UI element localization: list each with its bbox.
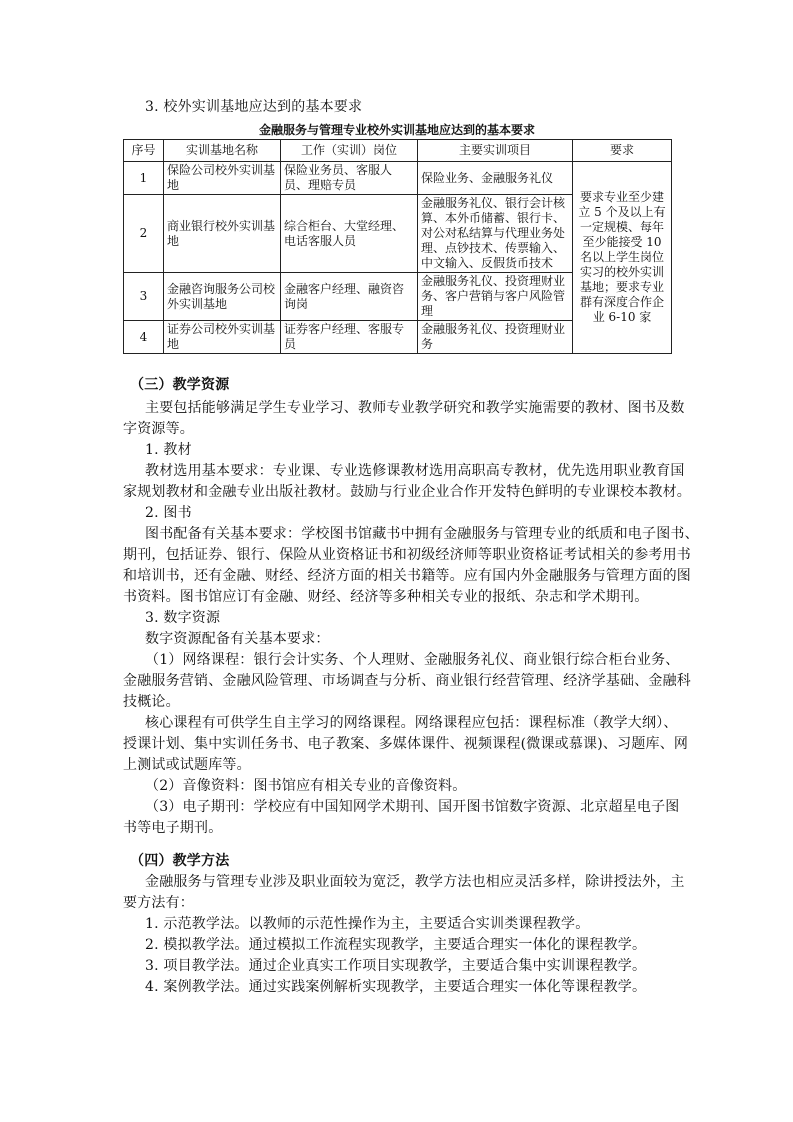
network-line: （1）网络课程：银行会计实务、个人理财、金融服务礼仪、商业银行综合柜台业务、 — [145, 652, 680, 668]
resources-intro-line: 主要包括能够满足学生专业学习、教师专业教学研究和教学实施需要的教材、图书及数 — [145, 400, 685, 416]
row-requirement: 要求专业至少建立 5 个及以上有一定规模、每年至少能接受 10 名以上学生岗位实习的校外实训基地；要求专业群有深度合作企业 6-10 家 — [573, 162, 672, 354]
section-title: 3. 校外实训基地应达到的基本要求 — [145, 99, 363, 115]
header-posts: 工作（实训）岗位 — [281, 140, 418, 162]
textbook-line: 教材选用基本要求：专业课、专业选修课教材选用高职高专教材，优先选用职业教育国 — [145, 463, 685, 479]
row-projects: 金融服务礼仪、投资理财业务、客户营销与客户风险管理 — [418, 273, 573, 321]
core-course-line: 授课计划、集中实训任务书、电子教案、多媒体课件、视频课程(微课或慕课)、习题库、网 — [123, 736, 689, 752]
table-caption: 金融服务与管理专业校外实训基地应达到的基本要求 — [258, 123, 535, 137]
books-line: 和培训书，还有金融、财经、经济方面的相关书籍等。应有国内外金融服务与管理方面的图 — [123, 568, 691, 584]
row-posts: 综合柜台、大堂经理、电话客服人员 — [281, 195, 418, 273]
row-posts: 保险业务员、客服人员、理赔专员 — [281, 162, 418, 195]
books-line: 图书配备有关基本要求：学校图书馆藏书中拥有金融服务与管理专业的纸质和电子图书、 — [145, 526, 699, 542]
network-line: 技概论。 — [123, 694, 180, 710]
header-name: 实训基地名称 — [164, 140, 281, 162]
method-item: 3. 项目教学法。通过企业真实工作项目实现教学，主要适合集中实训课程教学。 — [145, 958, 647, 974]
ejournal-line: 书等电子期刊。 — [123, 820, 223, 836]
row-name: 保险公司校外实训基地 — [164, 162, 281, 195]
row-no: 2 — [124, 195, 164, 273]
textbook-line: 家规划教材和金融专业出版社教材。鼓励与行业企业合作开发特色鲜明的专业课校本教材。 — [123, 484, 691, 500]
table-header-row — [124, 140, 672, 162]
books-line: 书资料。图书馆应订有金融、财经、经济等多种相关专业的报纸、杂志和学术期刊。 — [123, 589, 649, 605]
ejournal-line: （3）电子期刊：学校应有中国知网学术期刊、国开图书馆数字资源、北京超星电子图 — [145, 799, 680, 815]
method-item: 2. 模拟教学法。通过模拟工作流程实现教学，主要适合理实一体化的课程教学。 — [145, 937, 647, 953]
network-line: 金融服务营销、金融风险管理、市场调查与分析、商业银行经营管理、经济学基础、金融科 — [123, 673, 691, 689]
core-course-line: 上测试或试题库等。 — [123, 757, 251, 773]
header-no: 序号 — [124, 140, 164, 162]
header-requirement: 要求 — [573, 140, 672, 162]
methods-intro-line: 要方法有： — [123, 895, 194, 911]
row-name: 金融咨询服务公司校外实训基地 — [164, 273, 281, 321]
books-line: 期刊，包括证券、银行、保险从业资格证书和初级经济师等职业资格证考试相关的参考用书 — [123, 547, 691, 563]
row-projects: 金融服务礼仪、投资理财业务 — [418, 321, 573, 354]
resources-heading: （三）教学资源 — [130, 377, 230, 393]
digital-title: 3. 数字资源 — [145, 610, 221, 626]
row-no: 4 — [124, 321, 164, 354]
resources-intro-line: 字资源等。 — [123, 421, 194, 437]
row-posts: 证券客户经理、客服专员 — [281, 321, 418, 354]
row-projects: 金融服务礼仪、银行会计核算、本外币储蓄、银行卡、对公对私结算与代理业务处理、点钞技术、传票输入、中文输入、反假货币技术 — [418, 195, 573, 273]
core-course-line: 核心课程有可供学生自主学习的网络课程。网络课程应包括：课程标准（教学大纲）、 — [145, 715, 678, 731]
av-line: （2）音像资料：图书馆应有相关专业的音像资料。 — [145, 778, 467, 794]
training-base-table — [123, 139, 672, 354]
digital-intro: 数字资源配备有关基本要求： — [145, 631, 330, 647]
table-row — [124, 162, 672, 195]
textbook-title: 1. 教材 — [145, 442, 192, 458]
row-name: 证券公司校外实训基地 — [164, 321, 281, 354]
method-item: 4. 案例教学法。通过实践案例解析实现教学，主要适合理实一体化等课程教学。 — [145, 979, 647, 995]
row-projects: 保险业务、金融服务礼仪 — [418, 162, 573, 195]
header-projects: 主要实训项目 — [418, 140, 573, 162]
method-item: 1. 示范教学法。以教师的示范性操作为主，主要适合实训类课程教学。 — [145, 916, 590, 932]
row-posts: 金融客户经理、融资咨询岗 — [281, 273, 418, 321]
row-no: 1 — [124, 162, 164, 195]
methods-heading: （四）教学方法 — [130, 853, 230, 869]
methods-intro-line: 金融服务与管理专业涉及职业面较为宽泛，教学方法也相应灵活多样，除讲授法外，主 — [145, 874, 685, 890]
row-no: 3 — [124, 273, 164, 321]
row-name: 商业银行校外实训基地 — [164, 195, 281, 273]
books-title: 2. 图书 — [145, 505, 192, 521]
